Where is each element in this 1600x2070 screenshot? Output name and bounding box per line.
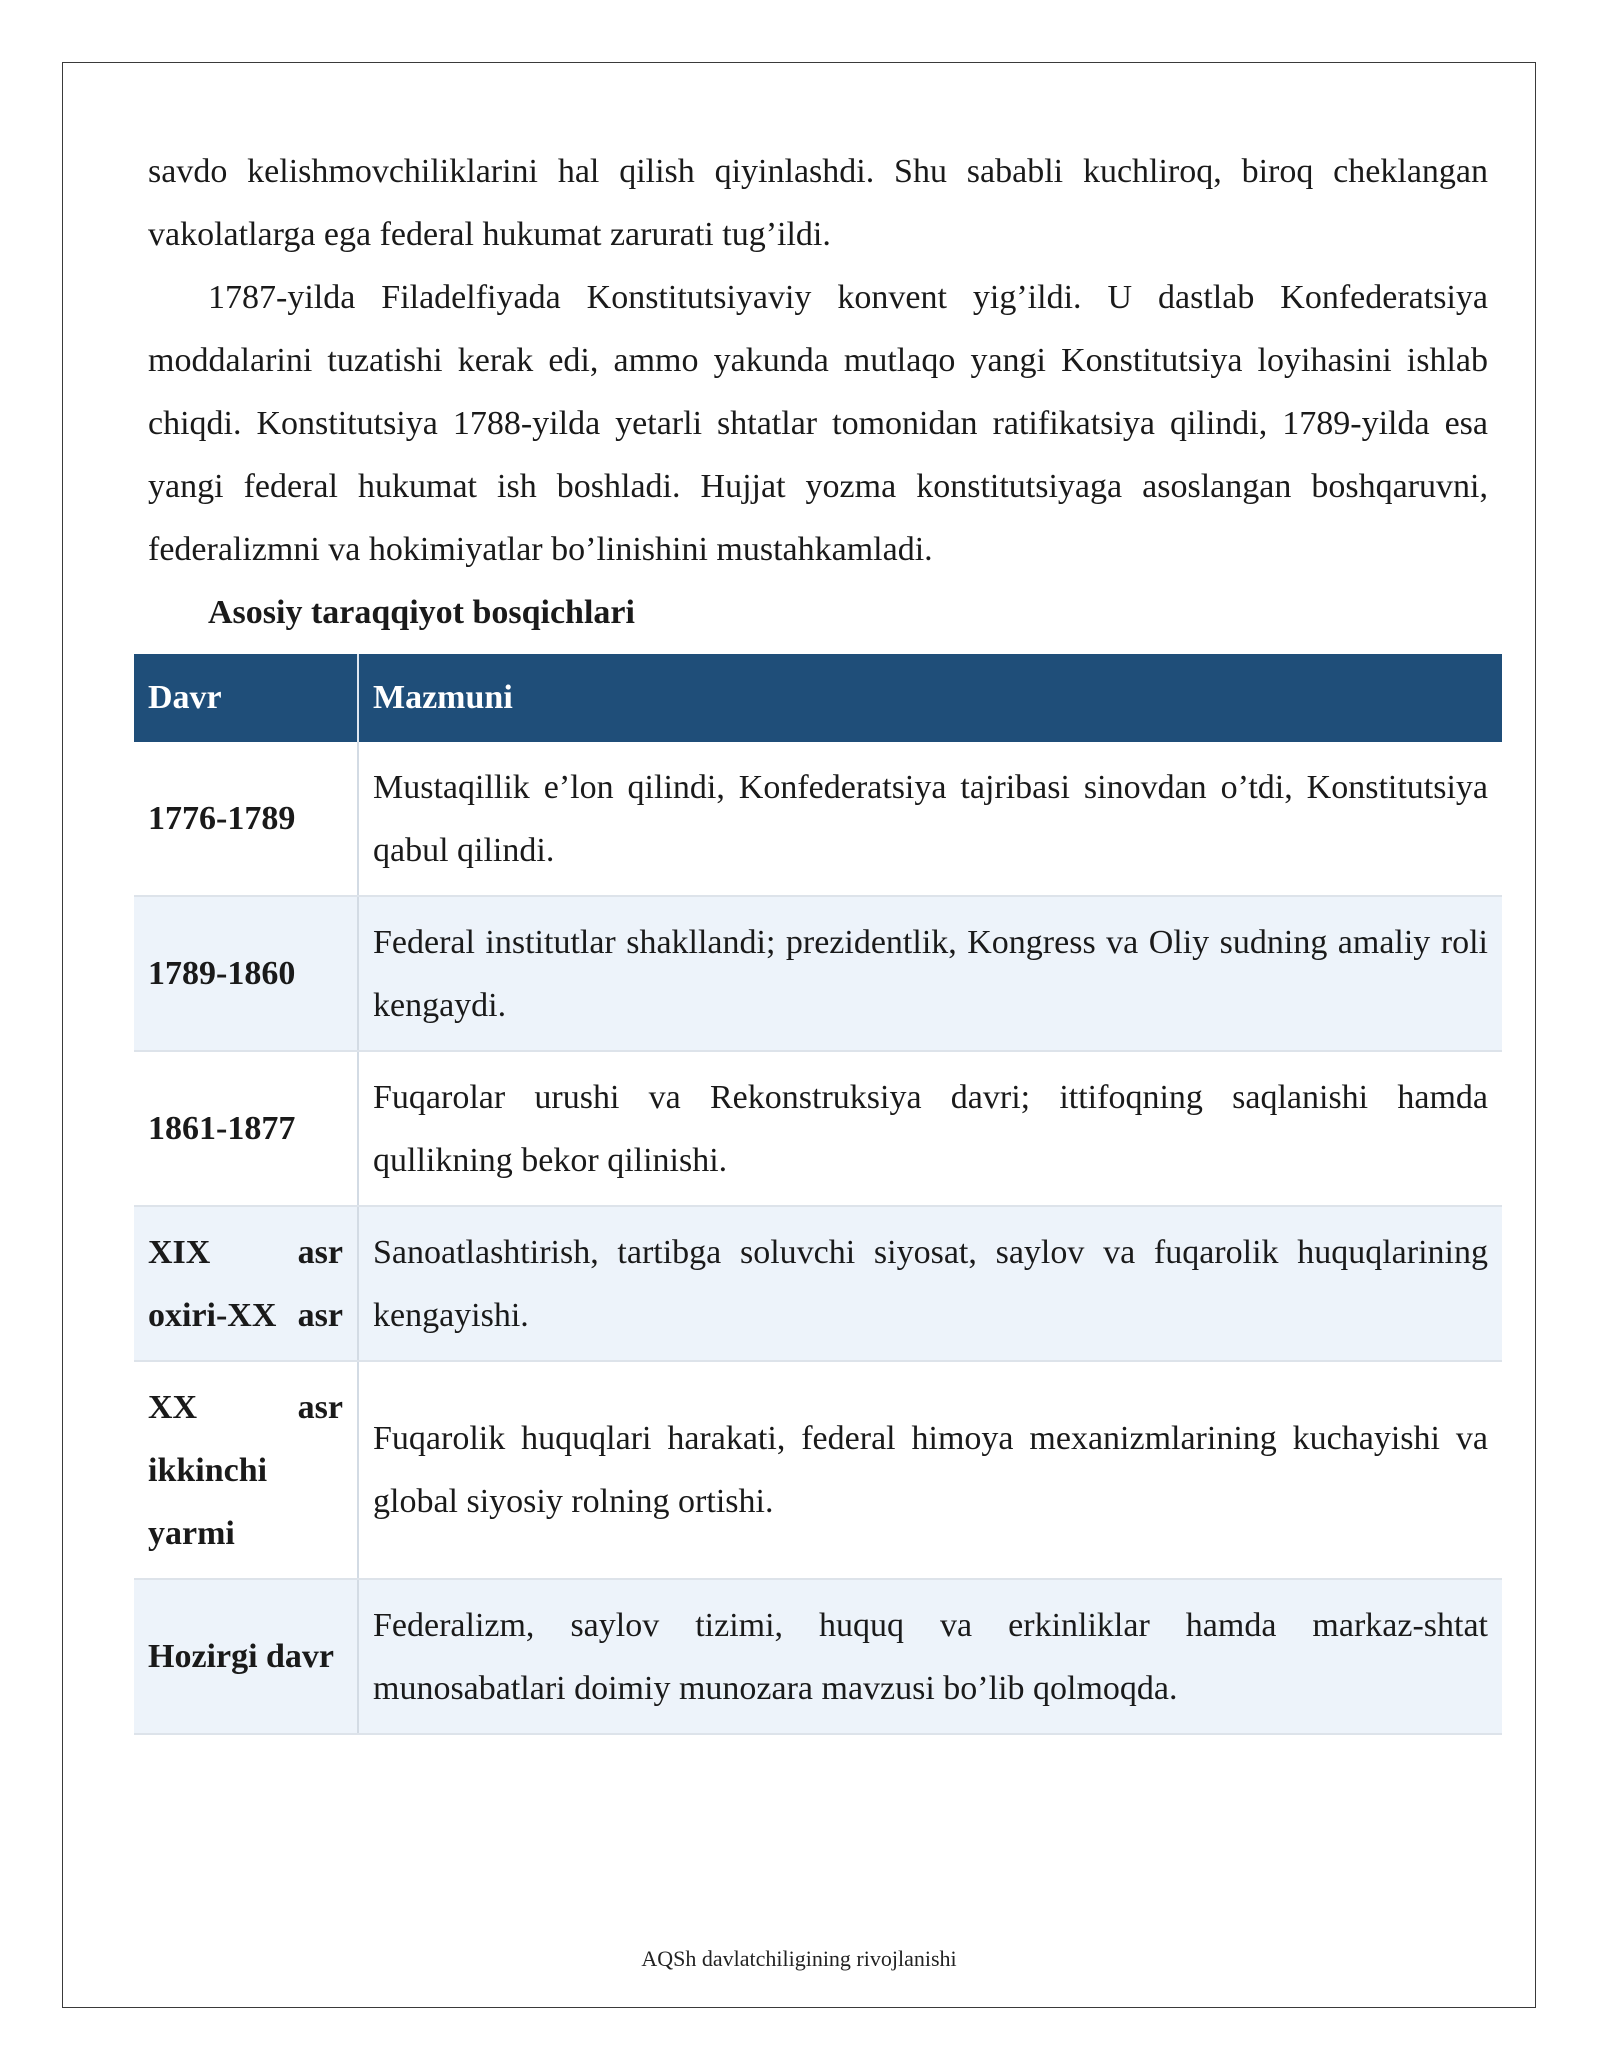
content-cell: Sanoatlashtirish, tartibga soluvchi siyosat, saylov va fuqarolik huquqlarining kengayishi. xyxy=(358,1206,1502,1361)
table-row xyxy=(134,1051,1502,1206)
section-heading: Asosiy taraqqiyot bosqichlari xyxy=(208,594,635,631)
column-header-mazmuni: Mazmuni xyxy=(358,654,1502,742)
content-cell: Federal institutlar shakllandi; prezidentlik, Kongress va Oliy sudning amaliy roli kengaydi. xyxy=(358,896,1502,1051)
page-footer: AQSh davlatchiligining rivojlanishi xyxy=(641,1946,957,1971)
period-cell: XX asr ikkinchi yarmi xyxy=(134,1361,358,1579)
paragraph-constitution: 1787-yilda Filadelfiyada Konstitutsiyaviy konvent yig’ildi. U dastlab Konfederatsiya moddalarini tuzatishi kerak edi, ammo yakunda mutlaqo yangi Konstitutsiya loyihasini ishlab chiqdi. Konstitutsiya 1788-yilda yetarli shtatlar tomonidan ratifikatsiya qilindi, 1789-yilda esa yangi federal hukumat ish boshladi. Hujjat yozma konstitutsiyaga asoslangan boshqaruvni, federalizmni va hokimiyatlar bo’linishini mustahkamladi. xyxy=(148,279,1488,568)
period-cell: 1776-1789 xyxy=(134,742,358,896)
content-cell: Fuqarolar urushi va Rekonstruksiya davri; ittifoqning saqlanishi hamda qullikning bekor qilinishi. xyxy=(358,1051,1502,1206)
column-header-davr: Davr xyxy=(134,654,358,742)
table-header-row xyxy=(134,654,1502,742)
period-cell: Hozirgi davr xyxy=(134,1579,358,1734)
document-body xyxy=(148,140,1488,644)
paragraph-continuation: savdo kelishmovchiliklarini hal qilish qiyinlashdi. Shu sababli kuchliroq, biroq cheklangan vakolatlarga ega federal hukumat zarurati tug’ildi. xyxy=(148,153,1488,253)
table-row xyxy=(134,896,1502,1051)
table-row xyxy=(134,1361,1502,1579)
content-cell: Fuqarolik huquqlari harakati, federal himoya mexanizmlarining kuchayishi va global siyosiy rolning ortishi. xyxy=(358,1361,1502,1579)
period-cell: XIX asr oxiri-XX asr xyxy=(134,1206,358,1361)
stages-table xyxy=(134,654,1502,1735)
table-row xyxy=(134,1579,1502,1734)
content-cell: Mustaqillik e’lon qilindi, Konfederatsiya tajribasi sinovdan o’tdi, Konstitutsiya qabul qilindi. xyxy=(358,742,1502,896)
period-cell: 1789-1860 xyxy=(134,896,358,1051)
table-row xyxy=(134,742,1502,896)
content-cell: Federalizm, saylov tizimi, huquq va erkinliklar hamda markaz-shtat munosabatlari doimiy munozara mavzusi bo’lib qolmoqda. xyxy=(358,1579,1502,1734)
period-cell: 1861-1877 xyxy=(134,1051,358,1206)
table-row xyxy=(134,1206,1502,1361)
stages-table-wrapper xyxy=(134,654,1502,1735)
